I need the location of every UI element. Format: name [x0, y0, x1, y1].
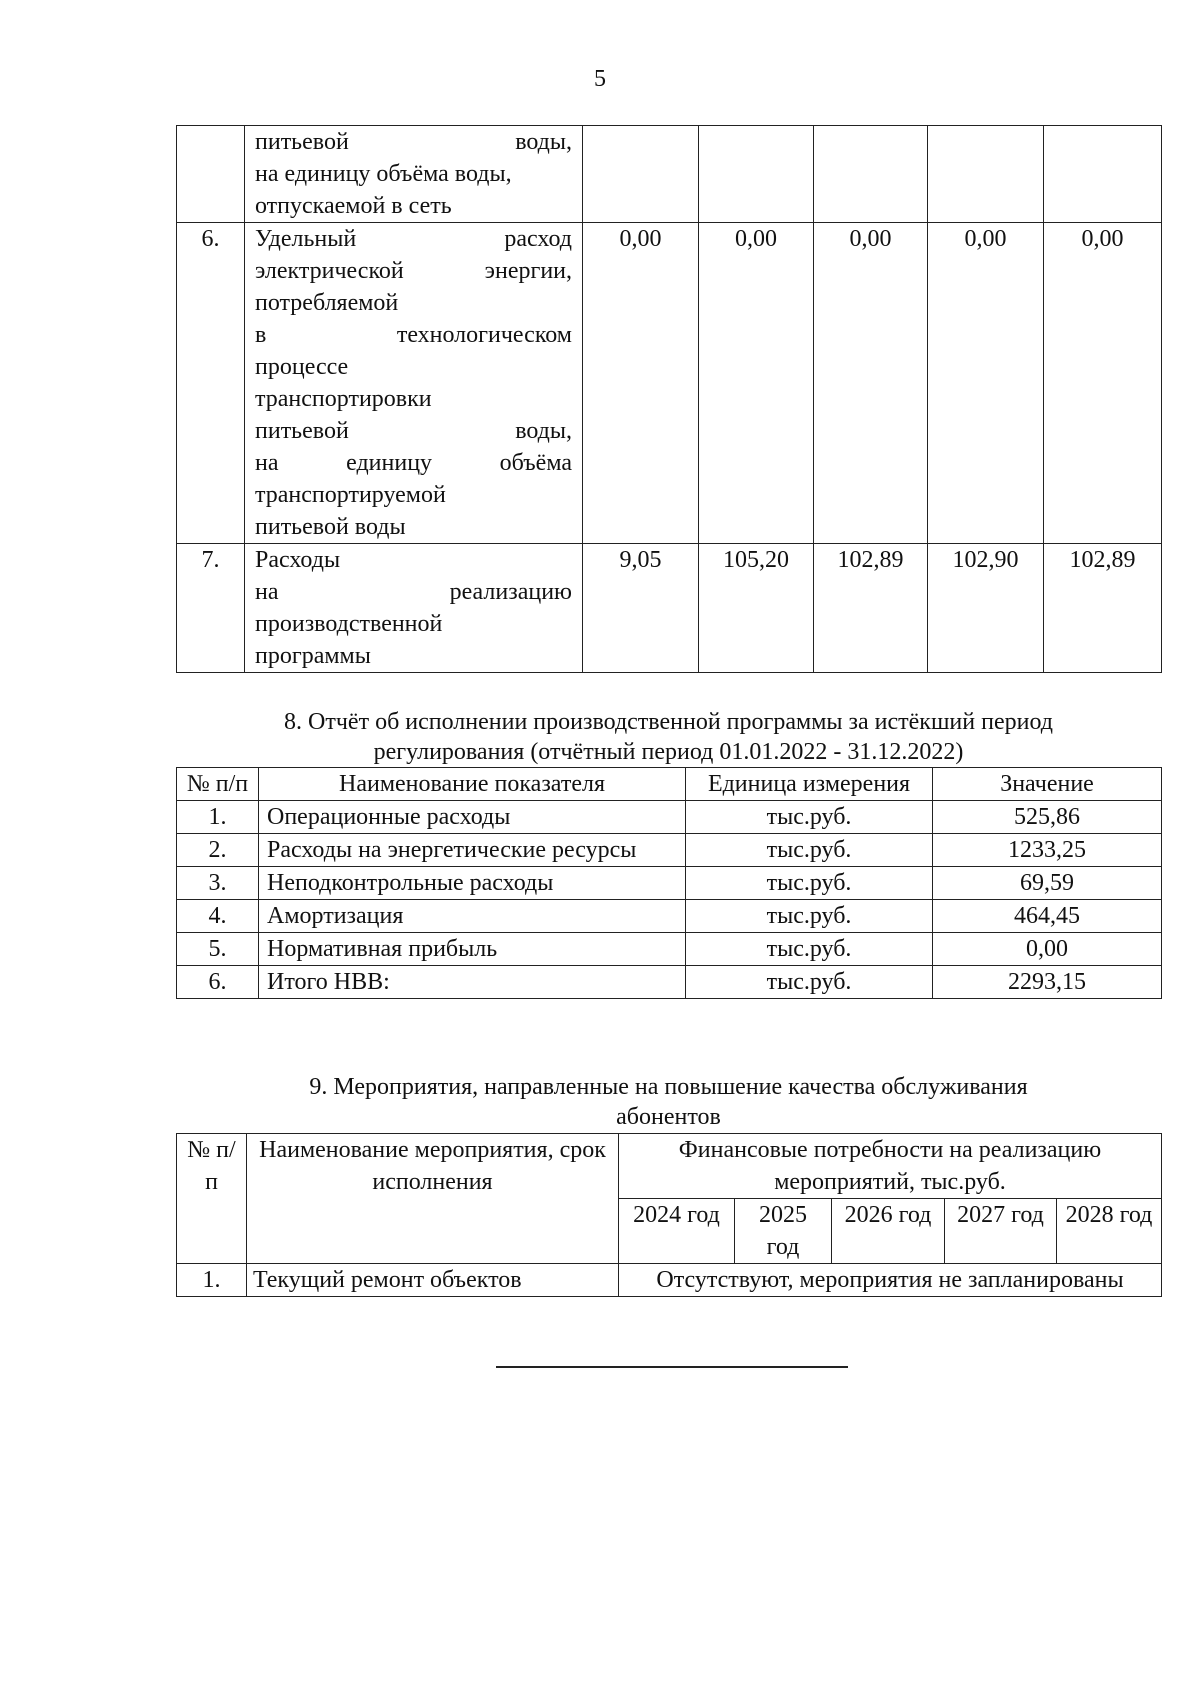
description-word: единицу — [346, 450, 433, 476]
header-num: № п/п — [177, 768, 259, 801]
description-word: технологическом — [396, 322, 572, 348]
table-row — [177, 966, 1162, 999]
row-num: 5. — [177, 933, 259, 966]
row-name: Итого НВВ: — [259, 966, 686, 999]
header-unit: Единица измерения — [686, 768, 933, 801]
row-value: 9,05 — [583, 544, 699, 673]
description-word: энергии, — [484, 258, 572, 284]
description-line — [255, 287, 572, 319]
description-word: транспортировки — [255, 386, 432, 412]
row-name: Операционные расходы — [259, 801, 686, 834]
description-line — [255, 319, 572, 351]
description-word: Удельный — [255, 226, 357, 252]
row-description — [245, 126, 583, 223]
description-line — [255, 223, 572, 255]
row-value: 105,20 — [699, 544, 814, 673]
section9-measures-table — [176, 1133, 1162, 1297]
indicators-table-continuation — [176, 125, 1162, 673]
description-word: питьевой — [255, 418, 349, 444]
row-num: 3. — [177, 867, 259, 900]
description-line — [255, 158, 572, 190]
row-value: 102,89 — [814, 544, 928, 673]
row-value: 69,59 — [933, 867, 1162, 900]
section8-report-table — [176, 767, 1162, 999]
description-line — [255, 190, 572, 222]
row-name: Неподконтрольные расходы — [259, 867, 686, 900]
section8-title-line2: регулирования (отчётный период 01.01.2022 - 31.12.2022) — [373, 739, 964, 765]
description-word: потребляемой — [255, 290, 399, 316]
description-word: объёма — [499, 450, 572, 476]
row-unit: тыс.руб. — [686, 867, 933, 900]
table-row — [177, 544, 1162, 673]
row-value — [928, 126, 1044, 223]
row-unit: тыс.руб. — [686, 801, 933, 834]
table-row — [177, 834, 1162, 867]
row-num: 2. — [177, 834, 259, 867]
row-value: 464,45 — [933, 900, 1162, 933]
description-word: питьевой воды — [255, 514, 406, 540]
description-line — [255, 576, 572, 608]
row-value: 102,89 — [1044, 544, 1162, 673]
row-num: 1. — [177, 1264, 247, 1297]
table-header-row — [177, 1134, 1162, 1199]
description-word: программы — [255, 643, 371, 669]
row-unit: тыс.руб. — [686, 834, 933, 867]
row-name: Текущий ремонт объектов — [247, 1264, 619, 1297]
row-value: 0,00 — [933, 933, 1162, 966]
header-name: Наименование мероприятия, срок исполнения — [247, 1134, 619, 1264]
header-year: 2024 год — [619, 1199, 735, 1264]
row-num: 7. — [177, 544, 245, 673]
header-name: Наименование показателя — [259, 768, 686, 801]
description-line — [255, 415, 572, 447]
description-word: на единицу объёма воды, — [255, 161, 512, 187]
row-description — [245, 544, 583, 673]
row-value: 0,00 — [1044, 223, 1162, 544]
header-year: 2025 год — [735, 1199, 832, 1264]
row-num: 6. — [177, 223, 245, 544]
description-line — [255, 511, 572, 543]
row-name: Расходы на энергетические ресурсы — [259, 834, 686, 867]
description-word: Расходы — [255, 547, 341, 573]
description-word: производственной — [255, 611, 443, 637]
row-value: 525,86 — [933, 801, 1162, 834]
row-num — [177, 126, 245, 223]
table-header-row — [177, 768, 1162, 801]
description-line — [255, 479, 572, 511]
description-line — [255, 126, 572, 158]
row-unit: тыс.руб. — [686, 900, 933, 933]
header-year: 2028 год — [1057, 1199, 1162, 1264]
header-year: 2026 год — [832, 1199, 945, 1264]
description-word: воды, — [515, 418, 572, 444]
table-row — [177, 900, 1162, 933]
section9-title-line2: абонентов — [616, 1104, 721, 1130]
table-row — [177, 933, 1162, 966]
table-row — [177, 1264, 1162, 1297]
row-value: 102,90 — [928, 544, 1044, 673]
row-num: 4. — [177, 900, 259, 933]
table-row — [177, 223, 1162, 544]
description-line — [255, 608, 572, 640]
row-unit: тыс.руб. — [686, 966, 933, 999]
description-line — [255, 544, 572, 576]
header-num: № п/п — [177, 1134, 247, 1264]
description-word: на — [255, 450, 279, 476]
description-word: воды, — [515, 129, 572, 155]
row-value — [814, 126, 928, 223]
table-row — [177, 801, 1162, 834]
section8-title-line1: 8. Отчёт об исполнении производственной программы за истёкший период — [284, 709, 1053, 735]
table-row — [177, 867, 1162, 900]
description-line — [255, 383, 572, 415]
closing-divider — [496, 1366, 848, 1368]
row-unit: тыс.руб. — [686, 933, 933, 966]
description-line — [255, 255, 572, 287]
row-value: 2293,15 — [933, 966, 1162, 999]
description-word: в — [255, 322, 267, 348]
description-word: отпускаемой в сеть — [255, 193, 452, 219]
row-value: 0,00 — [583, 223, 699, 544]
row-value: 0,00 — [928, 223, 1044, 544]
row-value — [699, 126, 814, 223]
description-word: транспортируемой — [255, 482, 446, 508]
row-note: Отсутствуют, мероприятия не запланированы — [619, 1264, 1162, 1297]
description-word: электрической — [255, 258, 404, 284]
header-year: 2027 год — [945, 1199, 1057, 1264]
row-value: 0,00 — [814, 223, 928, 544]
row-value — [583, 126, 699, 223]
row-value: 1233,25 — [933, 834, 1162, 867]
description-word: реализацию — [449, 579, 572, 605]
header-finance: Финансовые потребности на реализацию мероприятий, тыс.руб. — [619, 1134, 1162, 1199]
description-word: питьевой — [255, 129, 349, 155]
row-name: Нормативная прибыль — [259, 933, 686, 966]
description-word: расход — [504, 226, 572, 252]
row-num: 1. — [177, 801, 259, 834]
description-word: на — [255, 579, 279, 605]
row-name: Амортизация — [259, 900, 686, 933]
description-line — [255, 640, 572, 672]
row-num: 6. — [177, 966, 259, 999]
row-value — [1044, 126, 1162, 223]
row-value: 0,00 — [699, 223, 814, 544]
page-number: 5 — [594, 66, 606, 92]
header-value: Значение — [933, 768, 1162, 801]
description-line — [255, 351, 572, 383]
table-row — [177, 126, 1162, 223]
description-word: процессе — [255, 354, 349, 380]
section9-title-line1: 9. Мероприятия, направленные на повышение качества обслуживания — [309, 1074, 1028, 1100]
row-description — [245, 223, 583, 544]
description-line — [255, 447, 572, 479]
